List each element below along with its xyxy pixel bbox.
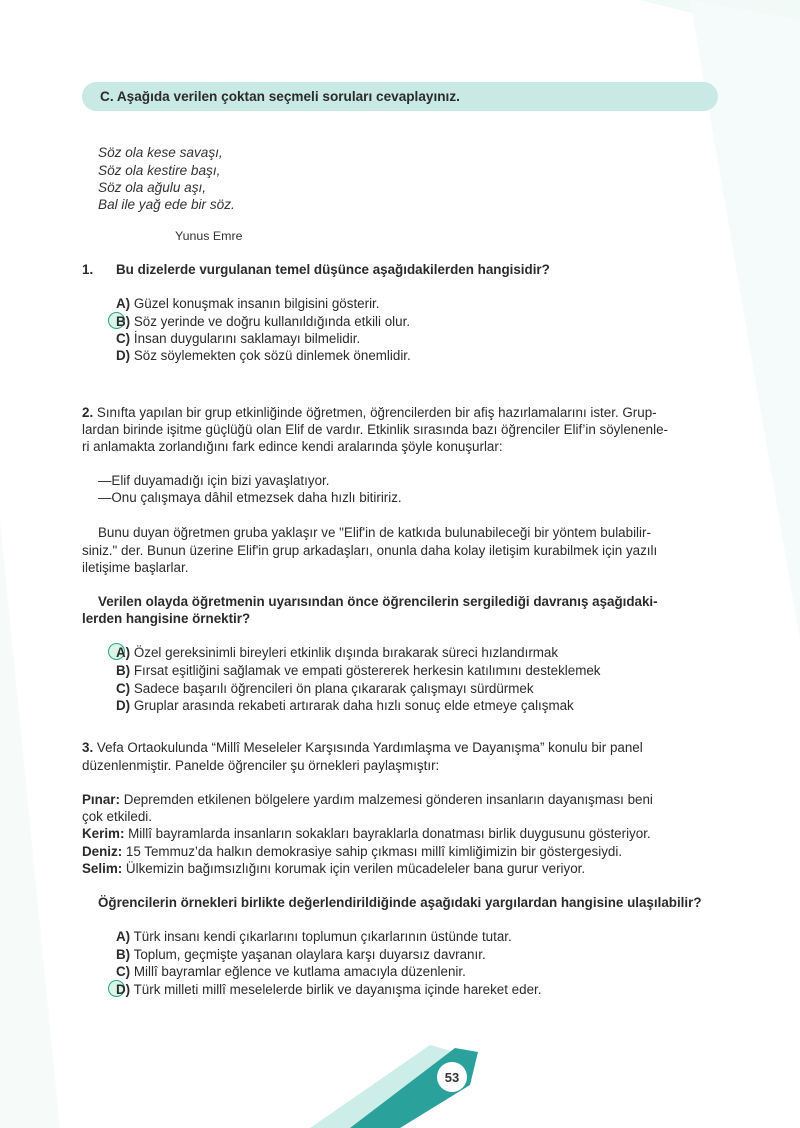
poem-line: Söz ola kestire başı,	[98, 163, 221, 178]
q2-paragraph-line: iletişime başlarlar.	[82, 560, 189, 575]
q2-dialogue-line: —Elif duyamadığı için bizi yavaşlatıyor.	[98, 473, 330, 488]
poem-line: Söz ola kese savaşı,	[98, 145, 223, 160]
q1-number: 1.	[82, 262, 94, 277]
q2-option-b[interactable]: B) Fırsat eşitliğini sağlamak ve empati göstererek herkesin katılımını desteklemek	[116, 663, 601, 678]
q3-speaker-deniz: Deniz: 15 Temmuz’da halkın demokrasiye sahip çıkması millî kimliğimizin bir göstergesiydi.	[82, 844, 623, 859]
q3-speaker-selim: Selim: Ülkemizin bağımsızlığını korumak için verilen mücadeleler bana gurur veriyor.	[82, 861, 586, 876]
section-header	[82, 82, 718, 111]
section-title: C. Aşağıda verilen çoktan seçmeli soruları cevaplayınız.	[100, 89, 460, 104]
q3-intro-line: düzenlenmiştir. Panelde öğrenciler şu örnekleri paylaşmıştır:	[82, 758, 440, 773]
q2-dialogue-line: —Onu çalışmaya dâhil etmezsek daha hızlı bitiririz.	[98, 490, 402, 505]
q2-question-line: Verilen olayda öğretmenin uyarısından önce öğrencilerin sergilediği davranış aşağıdaki-	[98, 594, 658, 609]
q1-option-a[interactable]: A) Güzel konuşmak insanın bilgisini gösterir.	[116, 296, 380, 311]
q2-option-d[interactable]: D) Gruplar arasında rekabeti artırarak daha hızlı sonuç elde etmeye çalışmak	[116, 698, 574, 713]
q3-option-b[interactable]: B) Toplum, geçmişte yaşanan olaylara karşı duyarsız davranır.	[116, 947, 486, 962]
q2-option-c[interactable]: C) Sadece başarılı öğrencileri ön plana çıkararak çalışmayı sürdürmek	[116, 681, 534, 696]
q1-option-c[interactable]: C) İnsan duygularını saklamayı bilmelidir.	[116, 331, 361, 346]
q2-paragraph-line: siniz." der. Bunun üzerine Elif'in grup arkadaşları, onunla daha kolay iletişim kurabilmek için yazılı	[82, 543, 658, 558]
q1-option-d[interactable]: D) Söz söylemekten çok sözü dinlemek önemlidir.	[116, 348, 411, 363]
q2-option-a[interactable]: A) Özel gereksinimli bireyleri etkinlik dışında bırakarak süreci hızlandırmak	[116, 645, 559, 660]
q3-option-a[interactable]: A) Türk insanı kendi çıkarlarını toplumun çıkarlarının üstünde tutar.	[116, 929, 512, 944]
q2-question-line: lerden hangisine örnektir?	[82, 611, 251, 626]
poem-line: Bal ile yağ ede bir söz.	[98, 197, 235, 212]
q2-intro-line: 2. Sınıfta yapılan bir grup etkinliğinde öğretmen, öğrencilerden bir afiş hazırlamalarını ister. Grup-	[82, 405, 657, 420]
q3-option-c[interactable]: C) Millî bayramlar eğlence ve kutlama amacıyla düzenlenir.	[116, 964, 466, 979]
poem-author: Yunus Emre	[175, 229, 243, 243]
poem-line: Söz ola ağulu aşı,	[98, 180, 207, 195]
page-number: 53	[437, 1062, 467, 1092]
q3-speaker-pinar-cont: çok etkiledi.	[82, 809, 152, 824]
q1-question: Bu dizelerde vurgulanan temel düşünce aşağıdakilerden hangisidir?	[116, 262, 550, 277]
q1-option-b[interactable]: B) Söz yerinde ve doğru kullanıldığında etkili olur.	[116, 314, 411, 329]
q2-intro-line: lardan birinde işitme güçlüğü olan Elif de vardır. Etkinlik sırasında bazı öğrenciler Elif’in söylenenle-	[82, 422, 669, 437]
q3-question: Öğrencilerin örnekleri birlikte değerlendirildiğinde aşağıdaki yargılardan hangisine ulaşılabilir?	[98, 895, 702, 910]
q3-intro-line: 3. Vefa Ortaokulunda “Millî Meseleler Karşısında Yardımlaşma ve Dayanışma” konulu bir panel	[82, 740, 643, 755]
q2-paragraph-line: Bunu duyan öğretmen gruba yaklaşır ve "Elif'in de katkıda bulunabileceği bir yöntem bulabilir-	[98, 525, 651, 540]
q2-intro-line: ri anlamakta zorlandığını fark edince kendi aralarında şöyle konuşurlar:	[82, 439, 503, 454]
q3-option-d[interactable]: D) Türk milleti millî meselelerde birlik ve dayanışma içinde hareket eder.	[116, 982, 542, 997]
q3-speaker-kerim: Kerim: Millî bayramlarda insanların sokakları bayraklarla donatması birlik duygusunu gösteriyor.	[82, 826, 651, 841]
q3-speaker-pinar: Pınar: Depremden etkilenen bölgelere yardım malzemesi gönderen insanların dayanışması beni	[82, 792, 653, 807]
